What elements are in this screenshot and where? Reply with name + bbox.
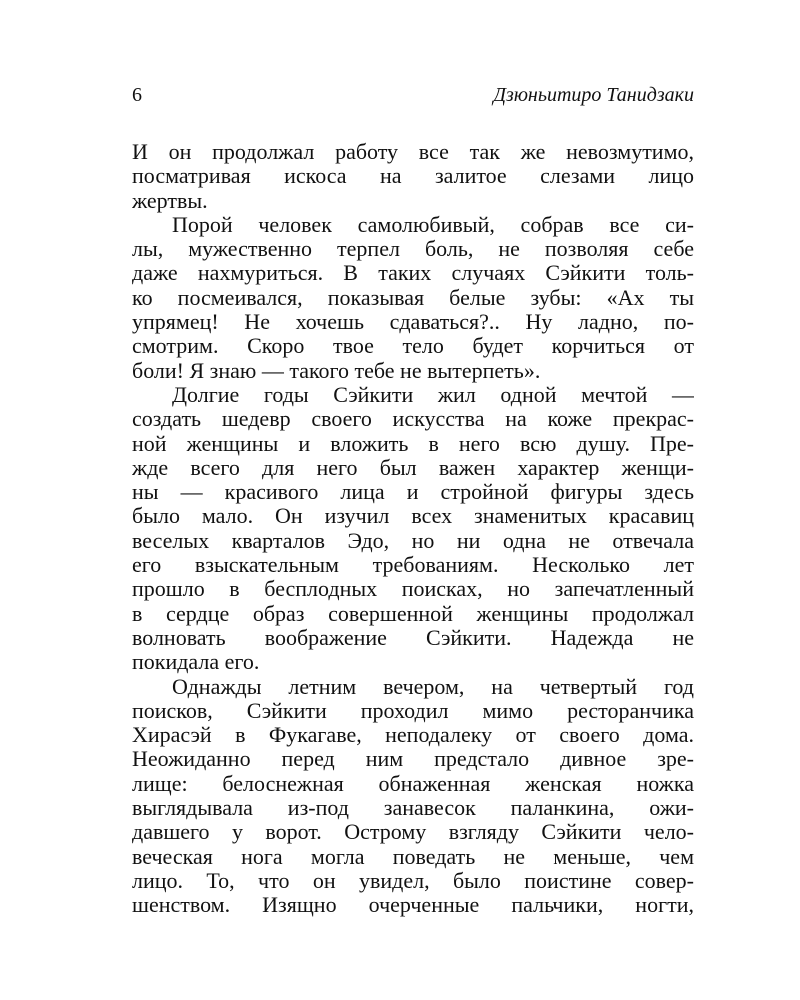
text-line: посматривая искоса на залитое слезами лицо bbox=[132, 164, 694, 189]
text-line: Долгие годы Сэйкити жил одной мечтой — bbox=[172, 382, 694, 407]
text-line: его взыскательным требованиям. Несколько лет bbox=[132, 553, 694, 578]
text-line: боли! Я знаю — такого тебе не вытерпеть». bbox=[132, 358, 541, 383]
text-line: лы, мужественно терпел боль, не позволяя себе bbox=[132, 237, 694, 262]
text-line: ко посмеивался, показывая белые зубы: «Ах ты bbox=[132, 285, 694, 310]
text-line: Хирасэй в Фукагаве, неподалеку от своего дома. bbox=[132, 723, 694, 748]
text-line: лицо. То, что он увидел, было поистине совер- bbox=[132, 868, 694, 893]
text-line: шенством. Изящно очерченные пальчики, ногти, bbox=[132, 893, 694, 918]
text-line: прошло в бесплодных поисках, но запечатленный bbox=[132, 577, 694, 602]
text-line: Неожиданно перед ним предстало дивное зре- bbox=[132, 747, 694, 772]
text-line: жертвы. bbox=[132, 188, 208, 213]
text-line: ной женщины и вложить в него всю душу. Пре- bbox=[132, 431, 694, 456]
text-line: веческая нога могла поведать не меньше, чем bbox=[132, 844, 694, 869]
text-line: давшего у ворот. Острому взгляду Сэйкити чело- bbox=[132, 820, 694, 845]
running-header bbox=[132, 80, 694, 110]
text-line: поисков, Сэйкити проходил мимо ресторанчика bbox=[132, 698, 694, 723]
running-head-author: Дзюньитиро Танидзаки bbox=[493, 84, 694, 106]
text-line: жде всего для него был важен характер женщи- bbox=[132, 455, 694, 480]
text-line: Порой человек самолюбивый, собрав все си- bbox=[172, 212, 694, 237]
text-line: покидала его. bbox=[132, 650, 260, 675]
text-line: смотрим. Скоро твое тело будет корчиться от bbox=[132, 334, 694, 359]
text-line: было мало. Он изучил всех знаменитых красавиц bbox=[132, 504, 694, 529]
text-line: ны — красивого лица и стройной фигуры здесь bbox=[132, 480, 694, 505]
text-line: Однажды летним вечером, на четвертый год bbox=[172, 674, 694, 699]
text-line: выглядывала из-под занавесок паланкина, ожи- bbox=[132, 796, 694, 821]
text-line: создать шедевр своего искусства на коже прекрас- bbox=[132, 407, 694, 432]
text-line: лище: белоснежная обнаженная женская ножка bbox=[132, 771, 694, 796]
text-line: волновать воображение Сэйкити. Надежда не bbox=[132, 625, 694, 650]
text-line: И он продолжал работу все так же невозмутимо, bbox=[132, 140, 694, 164]
text-line: в сердце образ совершенной женщины продолжал bbox=[132, 601, 694, 626]
text-line: даже нахмуриться. В таких случаях Сэйкити толь- bbox=[132, 261, 694, 286]
page-number: 6 bbox=[132, 84, 142, 106]
body-text bbox=[132, 140, 694, 918]
text-line: веселых кварталов Эдо, но ни одна не отвечала bbox=[132, 528, 694, 553]
text-line: упрямец! Не хочешь сдаваться?.. Ну ладно, по- bbox=[132, 310, 694, 335]
